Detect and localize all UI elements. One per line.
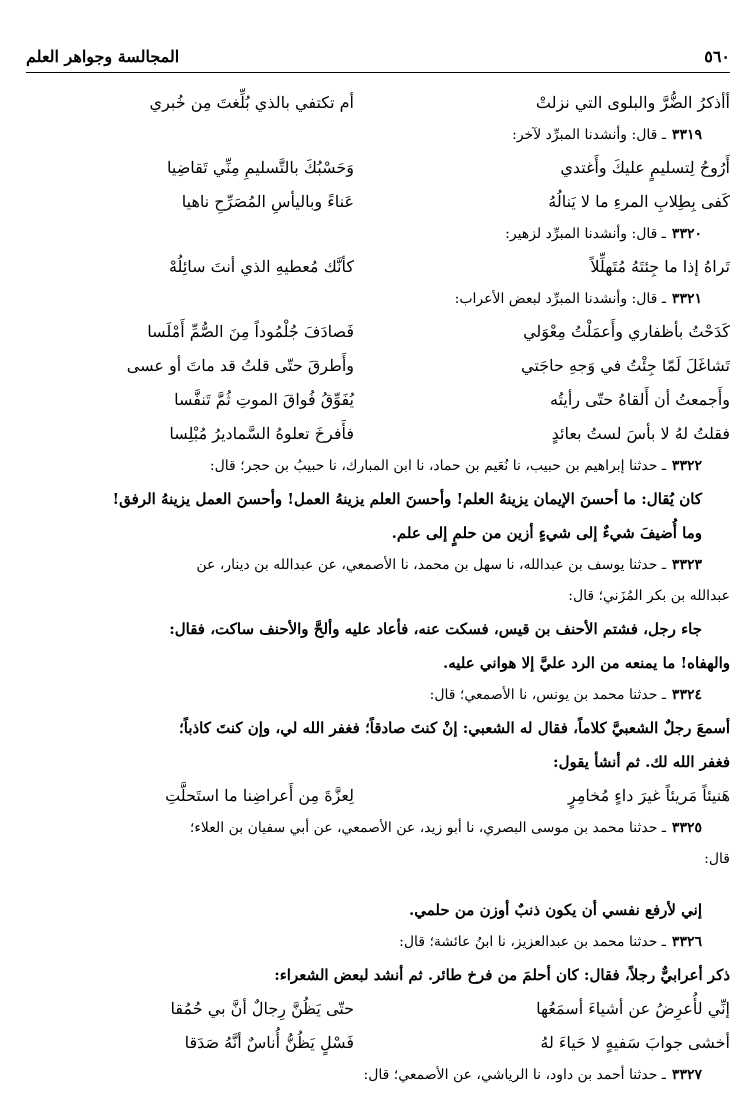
verse-line: [24, 250, 730, 284]
verse-first-hemistich: أَرُوحُ لِتسليمٍ عليكَ وأَغتدي: [560, 158, 730, 177]
quote-text: [24, 482, 730, 516]
quote-text: [24, 516, 730, 550]
verse-second-hemistich: أم تكتفي بالذي بُلِّغتَ مِن خُبري: [149, 93, 354, 112]
hadith-number: ٣٣٢٧: [671, 1067, 702, 1083]
narration-line: [24, 451, 730, 482]
quote-text: [24, 646, 730, 680]
verse-first-hemistich: كَفى بِطِلابِ المرءِ ما لا يَنالُهُ: [548, 192, 730, 211]
line-text: والهفاه! ما يمنعه من الرد عليَّ إلا هواني عليه.: [442, 654, 730, 672]
narration-line: [24, 120, 730, 151]
line-text: ـ حدثنا يوسف بن عبدالله، نا سهل بن محمد، نا الأصمعي، عن عبدالله بن دينار، عن: [196, 557, 666, 573]
verse-line: [24, 779, 730, 813]
line-text: كان يُقال: ما أحسنَ الإيمان يزينهُ العلم! وأحسنَ العلم يزينهُ العمل! وأحسنَ العمل يزينهُ الرفق!: [112, 490, 702, 508]
verse-first-hemistich: تَشاغَلَ لَمّا جِئْتُ في وَجهِ حاجَتي: [521, 356, 730, 375]
verse-first-hemistich: أأذكرُ الضُّرَّ والبلوى التي نزلتْ: [535, 93, 730, 112]
hadith-number: ٣٣٢١: [671, 291, 702, 307]
verse-first-hemistich: كَدَحْتُ بأظفاري وأَعمَلْتُ مِعْوَلي: [523, 322, 730, 341]
spacer: [24, 875, 730, 893]
verse-line: [24, 185, 730, 219]
verse-second-hemistich: وَحَسْبُكَ بالتَّسليمِ مِنِّي تَقاضِيا: [167, 158, 354, 177]
hadith-number: ٣٣٢٠: [671, 226, 702, 242]
narration-line: [24, 1060, 730, 1091]
hadith-number: ٣٣٢٣: [671, 557, 702, 573]
line-text: قال:: [704, 851, 730, 867]
narration-line: [24, 680, 730, 711]
verse-second-hemistich: عَناءً وباليأسِ المُصَرِّحِ ناهيا: [181, 192, 354, 211]
line-text: إني لأرفع نفسي أن يكون ذنبٌ أوزن من حلمي.: [409, 901, 702, 919]
narration-line: [24, 813, 730, 844]
quote-text: [24, 612, 730, 646]
verse-first-hemistich: أخشى جوابَ سَفيهٍ لا حَياءَ لهُ: [540, 1033, 730, 1052]
line-text: ـ حدثنا محمد بن عبدالعزيز، نا ابنُ عائشة؛ قال:: [399, 934, 666, 950]
narration-line: [24, 219, 730, 250]
line-text: ذكر أعرابيٌّ رجلاً، فقال: كان أحلمَ من فرخ طائر. ثم أنشد لبعض الشعراء:: [274, 966, 730, 984]
line-text: وما أُضيفَ شيءٌ إلى شيءٍ أزين من حلمٍ إلى علم.: [391, 524, 702, 542]
line-text: عبدالله بن بكر المُزَني؛ قال:: [568, 588, 730, 604]
verse-line: [24, 1026, 730, 1060]
line-text: ـ حدثنا محمد بن يونس، نا الأصمعي؛ قال:: [429, 687, 666, 703]
narration-line: [24, 284, 730, 315]
verse-second-hemistich: وأَطرقَ حتّى قلتُ قد ماتَ أو عسى: [126, 356, 354, 375]
hadith-number: ٣٣٢٢: [671, 458, 702, 474]
verse-first-hemistich: وأَجمعتُ أن أَلقاهُ حتّى رأيتُه: [549, 390, 730, 409]
quote-text: [24, 745, 730, 779]
quote-text: [24, 958, 730, 992]
line-text: ـ حدثنا أحمد بن داود، نا الرياشي، عن الأصمعي؛ قال:: [363, 1067, 666, 1083]
verse-first-hemistich: إنِّي لأُعرِضُ عن أشياءَ أسمَعُها: [536, 999, 730, 1018]
page-header: [26, 40, 730, 73]
verse-line: [24, 86, 730, 120]
narration-line: [24, 844, 730, 875]
verse-second-hemistich: كأنَّك مُعطيهِ الذي أنتَ سائِلُهْ: [168, 257, 354, 276]
verse-second-hemistich: فَسْلٍ يَظُنُّ أُناسٌ أنَّهُ صَدَقا: [184, 1033, 354, 1052]
verse-second-hemistich: يُفَوِّقُ فُواقَ الموتِ ثُمَّ تَنفَّسا: [174, 390, 354, 409]
page-body: [24, 86, 730, 1091]
hadith-number: ٣٣٢٦: [671, 934, 702, 950]
hadith-number: ٣٣٢٥: [671, 820, 702, 836]
book-title: المجالسة وجواهر العلم: [26, 46, 180, 66]
verse-second-hemistich: حتّى يَظُنَّ رِجالٌ أنَّ بي حُمُقا: [170, 999, 354, 1018]
line-text: فغفر الله لك. ثم أنشأ يقول:: [553, 753, 730, 771]
line-text: ـ قال: وأنشدنا المبرِّد لزهير:: [505, 226, 666, 242]
verse-second-hemistich: لِعزَّةَ مِن أَعراضِنا ما استَحلَّتِ: [165, 786, 354, 805]
narration-line: [24, 927, 730, 958]
hadith-number: ٣٣٢٤: [671, 687, 702, 703]
quote-text: [24, 711, 730, 745]
line-text: أسمعَ رجلٌ الشعبيَّ كلاماً، فقال له الشعبي: إنْ كنتَ صادقاً؛ فغفر الله لي، وإن كنتَ كاذباً؛: [178, 719, 730, 737]
verse-line: [24, 349, 730, 383]
verse-line: [24, 315, 730, 349]
hadith-number: ٣٣١٩: [671, 127, 702, 143]
narration-line: [24, 550, 730, 581]
narration-line: [24, 581, 730, 612]
verse-second-hemistich: فَصادَفَ جُلْمُوداً مِنَ الصُّمِّ أَمْلَسا: [147, 322, 354, 341]
line-text: جاء رجل، فشتم الأحنف بن قيس، فسكت عنه، فأعاد عليه وألحَّ والأحنف ساكت، فقال:: [169, 620, 702, 638]
verse-first-hemistich: هَنيئاً مَريئاً غيرَ داءٍ مُخامِرٍ: [568, 786, 730, 805]
verse-line: [24, 383, 730, 417]
line-text: ـ حدثنا محمد بن موسى البصري، نا أبو زيد، عن الأصمعي، عن أبي سفيان بن العلاء؛: [189, 820, 666, 836]
page-number: ٥٦٠: [704, 46, 730, 66]
verse-first-hemistich: تَراهُ إذا ما جِئتَهُ مُتَهلِّلاً: [590, 257, 730, 276]
verse-line: [24, 151, 730, 185]
quote-text: [24, 893, 730, 927]
verse-first-hemistich: فقلتُ لهُ لا بأسَ لستُ بعائدٍ: [551, 424, 730, 443]
line-text: ـ حدثنا إبراهيم بن حبيب، نا نُعَيم بن حماد، نا ابن المبارك، نا حبيبُ بن حجر؛ قال:: [209, 458, 666, 474]
verse-second-hemistich: فأَفرخَ تعلوهُ السَّماديرُ مُبْلِسا: [169, 424, 354, 443]
line-text: ـ قال: وأنشدنا المبرِّد لبعض الأعراب:: [454, 291, 666, 307]
verse-line: [24, 417, 730, 451]
verse-line: [24, 992, 730, 1026]
line-text: ـ قال: وأنشدنا المبرِّد لآخر:: [512, 127, 666, 143]
